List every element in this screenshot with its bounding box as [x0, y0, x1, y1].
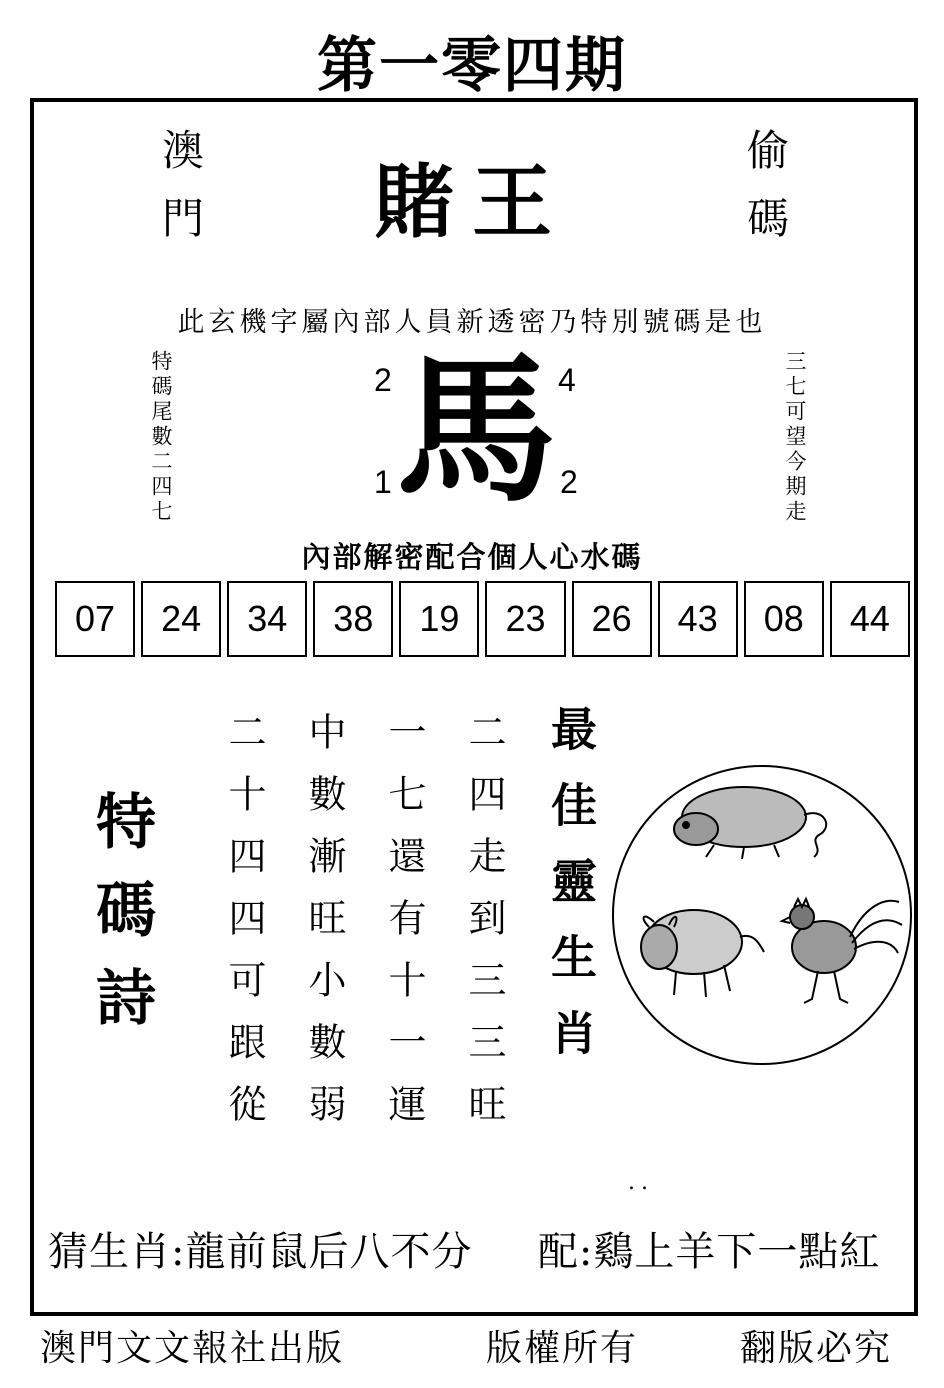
issue-title: 第一零四期: [317, 31, 627, 101]
number-box: 07: [55, 581, 135, 657]
number-row: [55, 581, 910, 655]
number-box: 43: [658, 581, 738, 657]
number-box: 38: [313, 581, 393, 657]
poem-title: 特碼詩: [86, 790, 156, 1054]
poem-column-4: 二十四四可跟從: [222, 712, 266, 1146]
decorative-dots: ..: [628, 1170, 654, 1195]
match-text: 配:鷄上羊下一點紅: [537, 1229, 881, 1275]
main-title: 賭王: [374, 156, 570, 249]
guess-line: [48, 1220, 880, 1277]
number-box: 23: [485, 581, 565, 657]
digit-bottom-right: 2: [560, 464, 578, 500]
number-box: 26: [572, 581, 652, 657]
side-left-text: 特碼尾數二四七: [149, 350, 173, 525]
footer-publisher: 澳門文文報社出版: [40, 1328, 345, 1369]
digit-top-left: 2: [374, 362, 392, 398]
rat-icon: [674, 787, 826, 859]
guess-text: 猜生肖:龍前鼠后八不分: [48, 1229, 473, 1275]
poem-column-1: 二四走到三三旺: [462, 712, 506, 1146]
featured-character: 馬: [396, 336, 557, 524]
notice-text: 此玄機字屬內部人員新透密乃特別號碼是也: [177, 307, 767, 338]
number-box: 08: [744, 581, 824, 657]
zodiac-illustration: [612, 765, 912, 1065]
poem-column-2: 一七還有十一運: [382, 712, 426, 1146]
animals-drawing: [614, 767, 910, 1063]
number-box: 34: [227, 581, 307, 657]
digit-bottom-left: 1: [374, 464, 392, 500]
number-box: 19: [399, 581, 479, 657]
number-box: 24: [141, 581, 221, 657]
poem-column-3: 中數漸旺小數弱: [302, 712, 346, 1146]
ox-icon: [641, 910, 764, 997]
rooster-icon: [782, 899, 902, 1003]
number-box: 44: [830, 581, 910, 657]
subtitle: 內部解密配合個人心水碼: [301, 540, 643, 574]
footer-warning: 翻版必究: [740, 1328, 893, 1369]
digit-top-right: 4: [558, 362, 576, 398]
zodiac-title: 最佳靈生肖: [544, 705, 598, 1085]
corner-left-label: 澳門: [156, 128, 205, 264]
footer-copyright: 版權所有: [486, 1328, 639, 1369]
side-right-text: 三七可望今期走: [783, 350, 807, 525]
corner-right-label: 偷碼: [741, 128, 790, 264]
